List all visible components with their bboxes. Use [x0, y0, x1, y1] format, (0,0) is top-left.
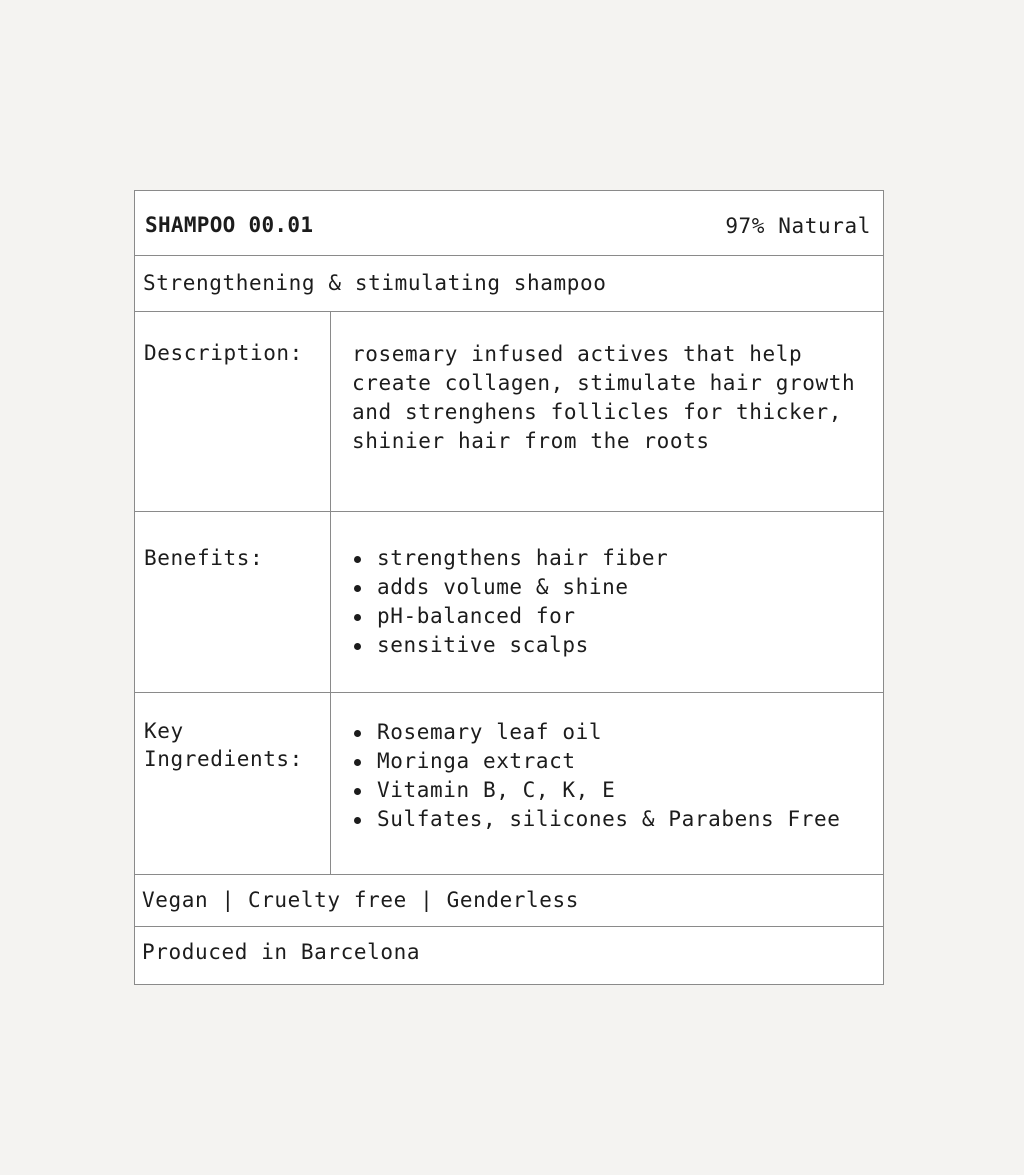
description-label: Description:: [144, 341, 303, 365]
origin-row: [135, 927, 883, 984]
description-line: rosemary infused actives that help: [352, 342, 803, 366]
benefits-row: [135, 512, 883, 693]
ingredient-item: Moringa extract: [352, 747, 841, 776]
benefits-list: [352, 544, 668, 660]
ingredient-item: Sulfates, silicones & Parabens Free: [352, 805, 841, 834]
ingredients-row: [135, 693, 883, 875]
product-label-card: [134, 190, 884, 985]
description-row: [135, 312, 883, 512]
natural-percentage: 97% Natural: [725, 214, 871, 238]
ingredients-list: [352, 718, 841, 834]
product-subtitle: Strengthening & stimulating shampoo: [143, 271, 607, 295]
subtitle-row: [135, 256, 883, 312]
column-divider: [330, 512, 331, 692]
benefit-item: adds volume & shine: [352, 573, 668, 602]
benefit-item: sensitive scalps: [352, 631, 668, 660]
description-text: [352, 340, 855, 456]
ingredient-item: Rosemary leaf oil: [352, 718, 841, 747]
column-divider: [330, 312, 331, 511]
product-title: SHAMPOO 00.01: [145, 213, 314, 237]
label-header-row: [135, 191, 883, 256]
product-claims: Vegan | Cruelty free | Genderless: [142, 888, 580, 912]
claims-row: [135, 875, 883, 927]
description-line: create collagen, stimulate hair growth: [352, 371, 856, 395]
description-line: and strenghens follicles for thicker,: [352, 400, 842, 424]
benefit-item: pH-balanced for: [352, 602, 668, 631]
ingredients-label: Key Ingredients:: [144, 719, 303, 771]
production-origin: Produced in Barcelona: [142, 940, 421, 964]
benefit-item: strengthens hair fiber: [352, 544, 668, 573]
benefits-label: Benefits:: [144, 546, 264, 570]
column-divider: [330, 693, 331, 874]
description-line: shinier hair from the roots: [352, 429, 710, 453]
ingredient-item: Vitamin B, C, K, E: [352, 776, 841, 805]
